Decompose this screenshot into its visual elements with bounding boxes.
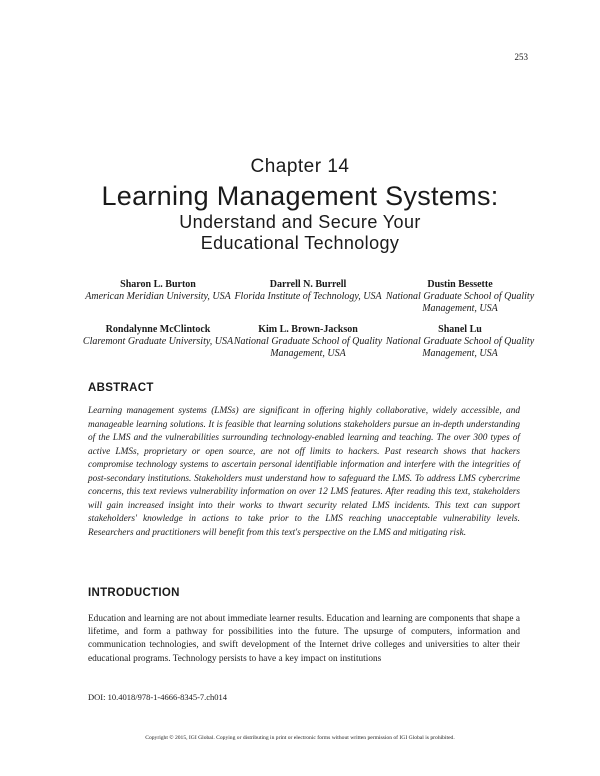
author-name: Darrell N. Burrell <box>269 279 347 290</box>
introduction-text: Education and learning are not about immediate learner results. Education and learning are components that shape a lifetime, and form a pathway for possibilities into the future. The upsurge of computers, information and communication technologies, and swift development of the Internet drive colleges and universities to alter their educational programs. Technology persists to have a key impact on institutions <box>88 614 520 664</box>
author-affiliation: Florida Institute of Technology, USA <box>234 291 382 302</box>
author-name: Rondalynne McClintock <box>105 324 211 335</box>
author-affiliation: National Graduate School of Quality Management, USA <box>385 336 535 359</box>
author-affiliation: American Meridian University, USA <box>85 291 231 302</box>
author-block <box>370 324 550 360</box>
author-name: Sharon L. Burton <box>120 279 196 290</box>
introduction-heading: INTRODUCTION <box>88 587 180 599</box>
chapter-title: Learning Management Systems: <box>101 181 499 211</box>
abstract-heading: ABSTRACT <box>88 382 154 394</box>
author-affiliation: Claremont Graduate University, USA <box>82 336 234 347</box>
author-name: Shanel Lu <box>438 324 482 335</box>
author-name: Dustin Bessette <box>427 279 493 290</box>
doi-line: DOI: 10.4018/978-1-4666-8345-7.ch014 <box>88 692 228 702</box>
chapter-label: Chapter 14 <box>250 156 350 177</box>
author-affiliation: National Graduate School of Quality Management, USA <box>233 336 383 359</box>
author-name: Kim L. Brown-Jackson <box>258 324 358 335</box>
copyright-notice: Copyright © 2015, IGI Global. Copying or distributing in print or electronic forms without written permission of IGI Global is prohibited. <box>145 735 455 741</box>
abstract-text: Learning management systems (LMSs) are significant in offering highly collaborative, widely accessible, and manageable learning solutions. It is feasible that learning solutions stakeholders pursue an in-depth understanding of the LMS and the vulnerabilities surrounding technology-enabled learning and teaching. The over 300 types of active LMSs, proprietary or open source, are not off limits to hackers. Past research shows that hackers compromise technology systems to ascertain personal identifiable information and interfere with the integrities of post-secondary institutions. Stakeholders must understand how to safeguard the LMS. To address LMS cybercrime concerns, this text reviews vulnerability information on over 12 LMS features. After reading this text, stakeholders will gain increased insight into their works to thwart security related LMS incidents. This text can support stakeholders' knowledge in actions to take prior to the LMS reaching unacceptable vulnerability levels. Researchers and practitioners will benefit from this text's perspective on the LMS and mitigating risk. <box>88 406 520 538</box>
chapter-subtitle-line-2: Educational Technology <box>200 233 400 253</box>
chapter-subtitle-line-1: Understand and Secure Your <box>179 212 421 232</box>
author-affiliation: National Graduate School of Quality Management, USA <box>385 291 535 314</box>
page-number: 253 <box>514 52 528 62</box>
author-block <box>370 279 550 315</box>
